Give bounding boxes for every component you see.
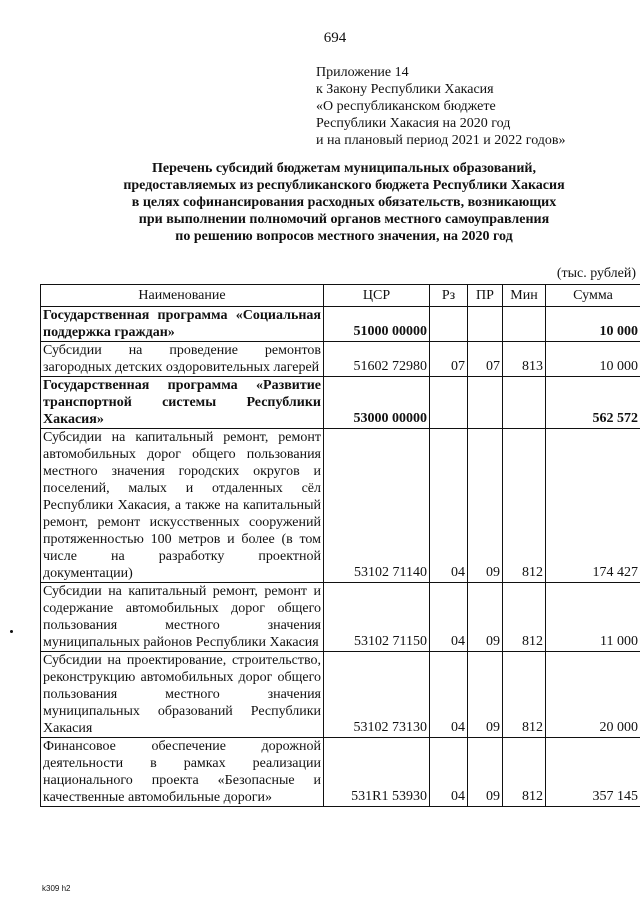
table-row [41,652,640,738]
units-label: (тыс. рублей) [556,266,636,281]
row-sum: 174 427 [546,429,640,583]
row-sum: 10 000 [546,342,640,377]
row-sum: 11 000 [546,583,640,652]
table-row-program [41,307,640,342]
row-name: Государственная программа «Социальная поддержка граждан» [41,307,324,342]
row-name: Финансовое обеспечение дорожной деятельности в рамках реализации национального проекта «Безопасные и качественные автомобильные дороги» [41,738,324,807]
row-min: 812 [503,583,546,652]
column-header-csr: ЦСР [324,285,430,307]
row-pr: 09 [468,652,503,738]
row-rz: 04 [430,738,468,807]
row-name: Субсидии на проектирование, строительство, реконструкцию автомобильных дорог общего пользования местного значения муниципальных образований Республики Хакасия [41,652,324,738]
row-pr: 09 [468,738,503,807]
row-sum: 20 000 [546,652,640,738]
row-pr: 07 [468,342,503,377]
row-pr: 09 [468,583,503,652]
row-min [503,307,546,342]
row-rz: 07 [430,342,468,377]
row-pr: 09 [468,429,503,583]
row-sum: 10 000 [546,307,640,342]
page-number: 694 [323,30,347,46]
row-rz: 04 [430,652,468,738]
appendix-line: «О республиканском бюджете [316,99,496,114]
row-pr [468,307,503,342]
column-header-pr: ПР [468,285,503,307]
row-csr: 51000 00000 [324,307,430,342]
subsidies-table [40,284,640,807]
row-sum: 562 572 [546,377,640,429]
row-name: Субсидии на капитальный ремонт, ремонт и содержание автомобильных дорог общего пользования местного значения муниципальных районов Республики Хакасия [41,583,324,652]
scan-speck [10,630,13,633]
row-min: 812 [503,652,546,738]
row-csr: 53102 71150 [324,583,430,652]
row-name: Государственная программа «Развитие транспортной системы Республики Хакасия» [41,377,324,429]
title-line: при выполнении полномочий органов местного самоуправления [138,212,550,227]
table-row [41,738,640,807]
title-line: в целях софинансирования расходных обязательств, возникающих [131,195,557,210]
table-row [41,583,640,652]
table-row-program [41,377,640,429]
document-title [30,160,640,245]
row-rz: 04 [430,429,468,583]
appendix-line: и на плановый период 2021 и 2022 годов» [316,133,566,148]
row-name: Субсидии на капитальный ремонт, ремонт автомобильных дорог общего пользования местного значения городских округов и поселений, малых и отдаленных сёл Республики Хакасия, а также на капитальный ремонт, ремонт искусственных сооружений протяженностью 100 метров и более (в том числе на разработку проектной документации) [41,429,324,583]
row-pr [468,377,503,429]
column-header-min: Мин [503,285,546,307]
appendix-line: к Закону Республики Хакасия [316,82,494,97]
row-rz: 04 [430,583,468,652]
row-csr: 53102 71140 [324,429,430,583]
column-header-sum: Сумма [546,285,640,307]
table-row [41,342,640,377]
row-min: 813 [503,342,546,377]
row-csr: 531R1 53930 [324,738,430,807]
row-rz [430,307,468,342]
table-header-row [41,285,640,307]
table-row [41,429,640,583]
row-min [503,377,546,429]
row-csr: 53000 00000 [324,377,430,429]
column-header-name: Наименование [41,285,324,307]
row-csr: 51602 72980 [324,342,430,377]
appendix-line: Приложение 14 [316,65,409,80]
row-csr: 53102 73130 [324,652,430,738]
title-line: Перечень субсидий бюджетам муниципальных образований, [152,161,536,176]
footer-code: k309 h2 [42,884,71,893]
title-line: предоставляемых из республиканского бюджета Республики Хакасия [123,178,565,193]
row-min: 812 [503,429,546,583]
title-line: по решению вопросов местного значения, на 2020 год [175,229,513,244]
row-rz [430,377,468,429]
appendix-line: Республики Хакасия на 2020 год [316,116,511,131]
row-name: Субсидии на проведение ремонтов загородных детских оздоровительных лагерей [41,342,324,377]
column-header-rz: Рз [430,285,468,307]
row-sum: 357 145 [546,738,640,807]
row-min: 812 [503,738,546,807]
appendix-note [316,64,566,149]
